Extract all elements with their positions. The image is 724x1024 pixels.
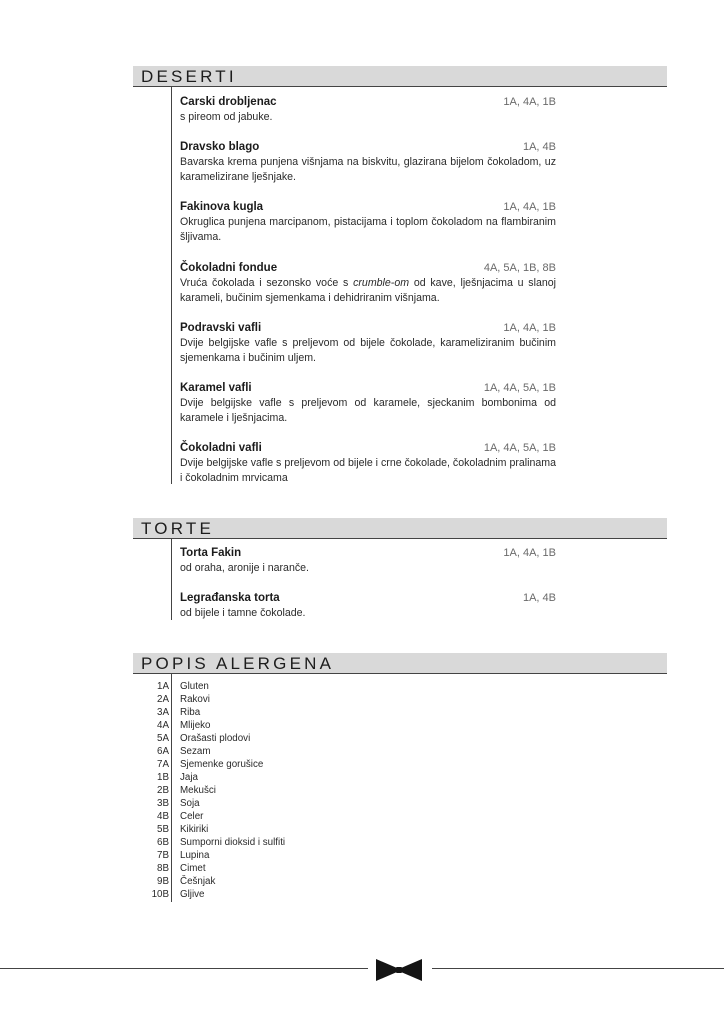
allergen-row bbox=[133, 797, 433, 810]
menu-item bbox=[180, 140, 556, 185]
allergen-row bbox=[133, 719, 433, 732]
allergen-code: 5B bbox=[157, 824, 169, 835]
section-divider bbox=[133, 538, 667, 539]
section-header-deserti bbox=[133, 66, 667, 86]
allergen-code: 7A bbox=[157, 759, 169, 770]
allergen-name: Orašasti plodovi bbox=[180, 733, 251, 744]
allergen-row bbox=[133, 849, 433, 862]
section-title: POPIS ALERGENA bbox=[141, 654, 335, 673]
item-allergens: 1A, 4A, 5A, 1B bbox=[483, 442, 556, 454]
item-description: Bavarska krema punjena višnjama na biskvitu, glazirana bijelom čokoladom, uz karamelizirane lješnjake. bbox=[180, 156, 556, 183]
item-description: Dvije belgijske vafle s preljevom od bijele čokolade, karameliziranim bučinim sjemenkama i bučinim uljem. bbox=[180, 337, 556, 364]
allergen-code: 7B bbox=[157, 850, 169, 861]
allergen-name: Sumporni dioksid i sulfiti bbox=[180, 837, 286, 848]
section-rule bbox=[171, 539, 172, 620]
allergen-name: Rakovi bbox=[180, 694, 210, 705]
allergen-code: 9B bbox=[157, 876, 169, 887]
allergen-row bbox=[133, 758, 433, 771]
item-description: Dvije belgijske vafle s preljevom od karamele, sjeckanim bombonima od karamele i lješnjacima. bbox=[180, 397, 556, 424]
allergen-code: 3B bbox=[157, 798, 169, 809]
section-header-torte bbox=[133, 518, 667, 538]
allergen-name: Jaja bbox=[180, 772, 198, 783]
allergen-row bbox=[133, 823, 433, 836]
section-rule bbox=[171, 87, 172, 484]
allergen-row bbox=[133, 784, 433, 797]
menu-item bbox=[180, 441, 556, 486]
allergen-row bbox=[133, 680, 433, 693]
allergen-code: 6B bbox=[157, 837, 169, 848]
allergen-name: Celer bbox=[180, 811, 204, 822]
allergen-name: Soja bbox=[180, 798, 200, 809]
item-allergens: 1A, 4B bbox=[522, 141, 556, 153]
item-allergens: 1A, 4A, 1B bbox=[503, 201, 556, 213]
menu-item bbox=[180, 321, 556, 366]
allergen-row bbox=[133, 693, 433, 706]
item-description: Okruglica punjena marcipanom, pistacijama i toplom čokoladom na flambiranim šljivama. bbox=[180, 216, 556, 243]
allergen-code: 1A bbox=[157, 681, 169, 692]
item-allergens: 1A, 4A, 1B bbox=[503, 547, 556, 559]
allergen-row bbox=[133, 810, 433, 823]
item-name: Čokoladni vafli bbox=[180, 442, 262, 454]
allergen-name: Gljive bbox=[180, 889, 205, 900]
allergen-row bbox=[133, 862, 433, 875]
menu-item bbox=[180, 200, 556, 245]
item-name: Torta Fakin bbox=[180, 547, 242, 559]
allergen-code: 5A bbox=[157, 733, 169, 744]
section-divider bbox=[133, 673, 667, 674]
section-divider bbox=[133, 86, 667, 87]
item-allergens: 1A, 4A, 1B bbox=[503, 96, 556, 108]
item-name: Legrađanska torta bbox=[180, 592, 280, 604]
item-name: Carski drobljenac bbox=[180, 96, 277, 108]
allergen-name: Češnjak bbox=[180, 876, 216, 887]
item-name: Čokoladni fondue bbox=[180, 262, 278, 274]
allergen-row bbox=[133, 706, 433, 719]
section-title: TORTE bbox=[141, 519, 214, 538]
allergen-row bbox=[133, 836, 433, 849]
allergen-list bbox=[133, 680, 433, 901]
allergen-code: 4B bbox=[157, 811, 169, 822]
item-allergens: 1A, 4A, 5A, 1B bbox=[483, 382, 556, 394]
item-description bbox=[180, 276, 556, 306]
allergen-row bbox=[133, 771, 433, 784]
allergen-name: Mekušci bbox=[180, 785, 216, 796]
footer-line-right bbox=[432, 968, 724, 969]
description-emphasis: crumble-om bbox=[353, 277, 410, 289]
menu-item bbox=[180, 381, 556, 426]
allergen-code: 6A bbox=[157, 746, 169, 757]
item-description: Dvije belgijske vafle s preljevom od bijele i crne čokolade, čokoladnim pralinama i čokoladnim mrvicama bbox=[180, 457, 556, 484]
item-description: s pireom od jabuke. bbox=[180, 111, 273, 123]
allergen-name: Gluten bbox=[180, 681, 209, 692]
menu-item bbox=[180, 591, 556, 621]
section-header-alergeni bbox=[133, 653, 667, 673]
item-description: od oraha, aronije i naranče. bbox=[180, 562, 309, 574]
allergen-name: Sezam bbox=[180, 746, 211, 757]
allergen-code: 1B bbox=[157, 772, 169, 783]
allergen-code: 8B bbox=[157, 863, 169, 874]
allergen-row bbox=[133, 732, 433, 745]
item-allergens: 1A, 4A, 1B bbox=[503, 322, 556, 334]
allergen-row bbox=[133, 875, 433, 888]
allergen-name: Riba bbox=[180, 707, 201, 718]
menu-item bbox=[180, 546, 556, 576]
item-allergens: 4A, 5A, 1B, 8B bbox=[483, 262, 556, 274]
description-text: Vruća čokolada i sezonsko voće s bbox=[180, 277, 354, 289]
allergen-name: Kikiriki bbox=[180, 824, 209, 835]
allergen-row bbox=[133, 888, 433, 901]
allergen-name: Cimet bbox=[180, 863, 206, 874]
item-name: Fakinova kugla bbox=[180, 201, 264, 213]
allergen-name: Mlijeko bbox=[180, 720, 211, 731]
footer-line-left bbox=[0, 968, 368, 969]
allergen-code: 2B bbox=[157, 785, 169, 796]
allergen-name: Lupina bbox=[180, 850, 210, 861]
item-name: Karamel vafli bbox=[180, 382, 252, 394]
allergen-row bbox=[133, 745, 433, 758]
item-name: Dravsko blago bbox=[180, 141, 260, 153]
menu-item bbox=[180, 95, 556, 125]
item-description: od bijele i tamne čokolade. bbox=[180, 607, 306, 619]
section-title: DESERTI bbox=[141, 67, 237, 86]
bow-tie-icon bbox=[375, 958, 423, 982]
item-name: Podravski vafli bbox=[180, 322, 262, 334]
allergen-code: 10B bbox=[151, 889, 169, 900]
allergen-code: 3A bbox=[157, 707, 169, 718]
allergen-code: 2A bbox=[157, 694, 169, 705]
allergen-name: Sjemenke gorušice bbox=[180, 759, 264, 770]
description-text: od kave, lješnjacima u slanoj karameli, bučinim sjemenkama i dehidriranim višnjama. bbox=[180, 277, 556, 304]
menu-item bbox=[180, 261, 556, 306]
item-allergens: 1A, 4B bbox=[522, 592, 556, 604]
allergen-code: 4A bbox=[157, 720, 169, 731]
